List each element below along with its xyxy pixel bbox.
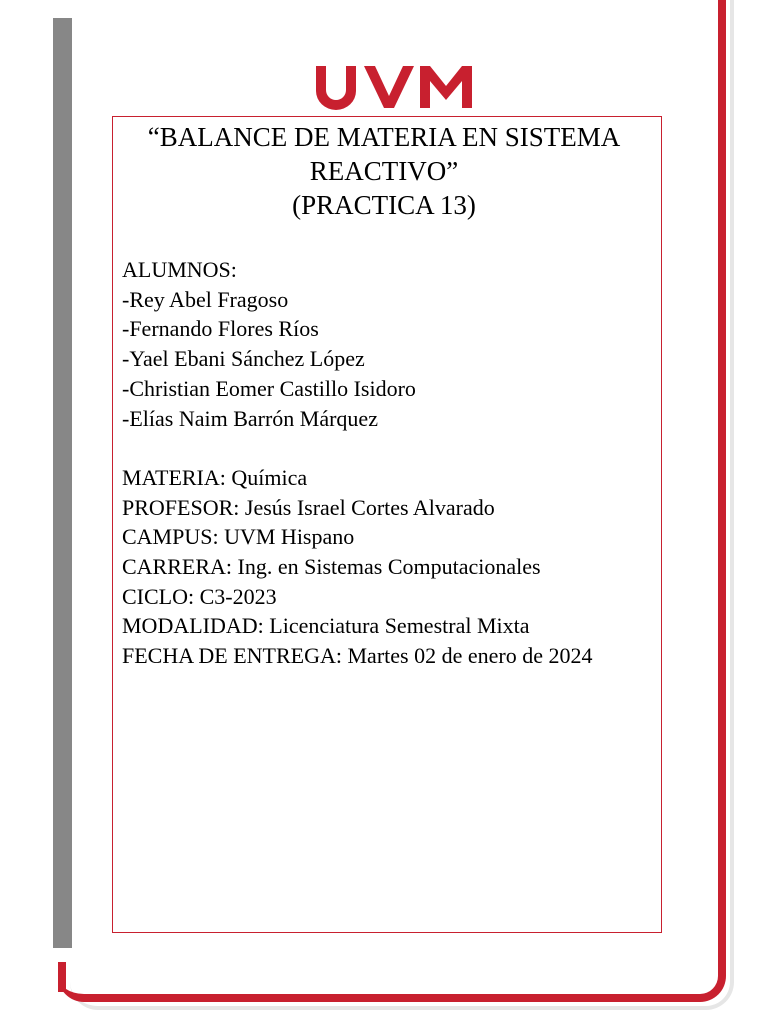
uvm-logo-graphic bbox=[314, 64, 472, 110]
title-line-3: (PRACTICA 13) bbox=[292, 190, 476, 220]
materia-line: MATERIA: Química bbox=[122, 464, 308, 490]
red-frame-corner bbox=[58, 962, 66, 992]
student-name: -Fernando Flores Ríos bbox=[122, 316, 319, 342]
student-name: -Elías Naim Barrón Márquez bbox=[122, 405, 378, 431]
student-name: -Rey Abel Fragoso bbox=[122, 286, 289, 312]
carrera-line: CARRERA: Ing. en Sistemas Computacionales bbox=[122, 554, 541, 580]
title-line-2: REACTIVO” bbox=[309, 156, 459, 186]
profesor-line: PROFESOR: Jesús Israel Cortes Alvarado bbox=[122, 494, 495, 520]
student-name: -Yael Ebani Sánchez López bbox=[122, 346, 365, 372]
modalidad-line: MODALIDAD: Licenciatura Semestral Mixta bbox=[122, 613, 530, 639]
students-heading: ALUMNOS: bbox=[122, 257, 237, 282]
ciclo-line: CICLO: C3-2023 bbox=[122, 583, 277, 609]
uvm-logo bbox=[314, 64, 472, 110]
title-line-1: “BALANCE DE MATERIA EN SISTEMA bbox=[147, 122, 621, 152]
campus-line: CAMPUS: UVM Hispano bbox=[122, 524, 355, 550]
spacer bbox=[122, 433, 652, 463]
document-title bbox=[0, 120, 768, 222]
fecha-line: FECHA DE ENTREGA: Martes 02 de enero de 2024 bbox=[122, 643, 593, 669]
student-name: -Christian Eomer Castillo Isidoro bbox=[122, 375, 416, 401]
document-body bbox=[122, 255, 652, 671]
